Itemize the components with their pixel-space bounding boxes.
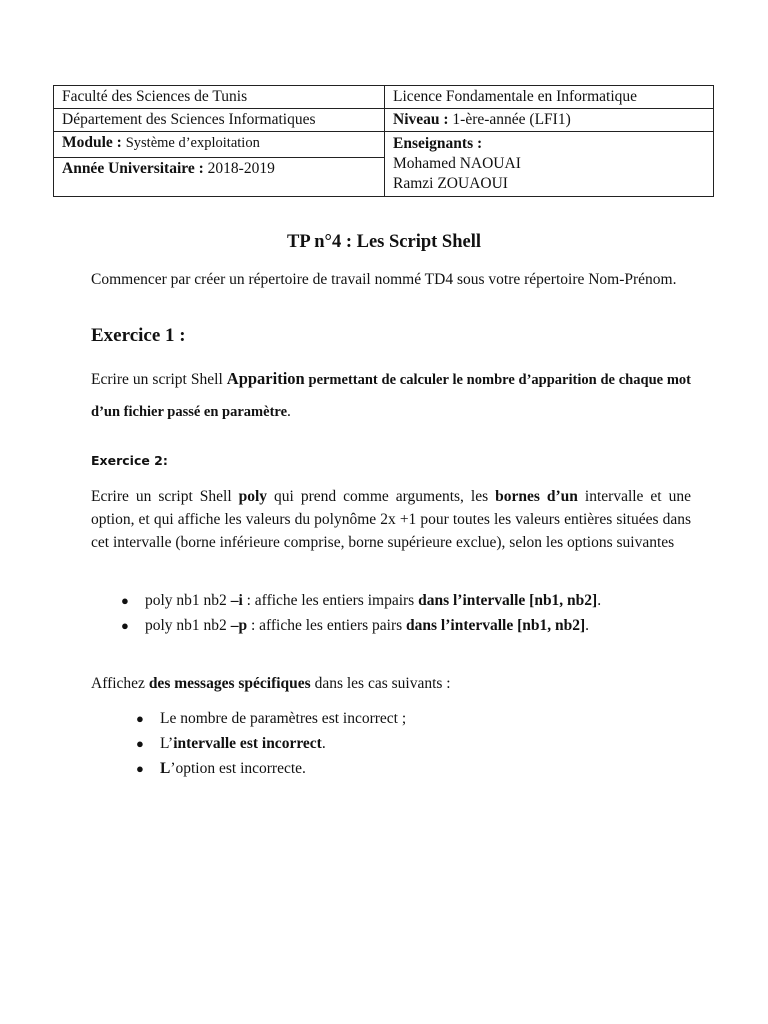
case-bold: L: [160, 760, 171, 777]
faculty-cell: [54, 86, 385, 109]
option-desc: : affiche les entiers impairs: [242, 592, 419, 609]
option-bold-tail: dans l’intervalle [nb1, nb2]: [418, 592, 598, 609]
bullet-icon: ●: [136, 711, 144, 726]
option-flag: –p: [230, 617, 248, 634]
ex1-script-name: Apparition: [226, 369, 305, 388]
messages-intro: [91, 672, 691, 695]
option-bold-tail: dans l’intervalle [nb1, nb2]: [406, 617, 586, 634]
department: Département des Sciences Informatiques: [62, 111, 316, 128]
intro-paragraph: Commencer par créer un répertoire de travail nommé TD4 sous votre répertoire Nom-Prénom.: [91, 271, 677, 288]
bullet-icon: ●: [121, 618, 129, 633]
header-row-3: [54, 132, 714, 158]
option-end: .: [585, 617, 590, 634]
header-row-2: [54, 109, 714, 132]
exercise-1-text: [91, 363, 691, 428]
teachers-cell: [385, 132, 714, 197]
teachers-label: Enseignants :: [393, 135, 483, 152]
ex1-text-bold: permettant de calculer le nombre d’apparition de chaque mot d’un fichier passé en paramètre: [91, 372, 692, 420]
ex2-bold-bounds: bornes d’un: [495, 488, 578, 505]
year-value: 2018-2019: [207, 160, 275, 177]
list-item: [121, 588, 601, 613]
option-flag: –i: [230, 592, 243, 609]
ex1-text-after: .: [287, 403, 291, 420]
exercise-2-text: [91, 485, 691, 554]
degree: Licence Fondamentale en Informatique: [393, 88, 638, 105]
niveau-cell: [385, 109, 714, 132]
case-post: .: [321, 735, 326, 752]
exercise-2-heading: Exercice 2:: [91, 453, 168, 468]
case-bold: intervalle est incorrect: [173, 735, 322, 752]
messages-intro-bold: des messages spécifiques: [148, 675, 311, 692]
option-cmd: poly nb1 nb2: [145, 592, 231, 609]
option-desc: : affiche les entiers pairs: [247, 617, 407, 634]
option-end: .: [597, 592, 602, 609]
case-pre: L’: [160, 735, 174, 752]
case-post: ’option est incorrecte.: [170, 760, 306, 777]
list-item: [136, 756, 406, 781]
options-list: [121, 588, 601, 638]
ex1-text-before: Ecrire un script Shell: [91, 371, 227, 388]
niveau-label: Niveau :: [393, 111, 449, 128]
teacher-1: Mohamed NAOUAI: [393, 155, 521, 172]
year-label: Année Universitaire :: [62, 160, 204, 177]
exercise-1-heading: Exercice 1 :: [91, 325, 186, 346]
list-item: [136, 706, 406, 731]
bullet-icon: ●: [136, 761, 144, 776]
ex2-script-name: poly: [238, 488, 268, 505]
case-pre: Le nombre de paramètres est incorrect ;: [160, 710, 407, 727]
department-cell: [54, 109, 385, 132]
degree-cell: [385, 86, 714, 109]
teacher-2: Ramzi ZOUAOUI: [393, 175, 508, 192]
module-label: Module :: [62, 134, 122, 151]
module-cell: [54, 132, 385, 158]
year-cell: [54, 158, 385, 197]
module-value: Système d’exploitation: [125, 135, 260, 151]
header-row-1: [54, 86, 714, 109]
messages-intro-2: dans les cas suivants :: [310, 675, 451, 692]
faculty: Faculté des Sciences de Tunis: [62, 88, 248, 105]
niveau-value: 1-ère-année (LFI1): [452, 111, 571, 128]
page-title: TP n°4 : Les Script Shell: [287, 232, 481, 252]
option-cmd: poly nb1 nb2: [145, 617, 231, 634]
ex2-text-1: Ecrire un script Shell: [91, 488, 239, 505]
header-table: [53, 85, 714, 197]
bullet-icon: ●: [121, 593, 129, 608]
bullet-icon: ●: [136, 736, 144, 751]
list-item: [136, 731, 406, 756]
list-item: [121, 613, 601, 638]
ex2-text-3: intervalle et une option, et qui affiche les valeurs du polynôme 2x +1 pour toutes les valeurs entières situées dans cet intervalle (borne inférieure comprise, borne supérieure exclue), selon les options suivantes: [91, 488, 691, 551]
messages-intro-1: Affichez: [91, 675, 149, 692]
cases-list: [136, 706, 406, 781]
ex2-text-2: qui prend comme arguments, les: [267, 488, 496, 505]
